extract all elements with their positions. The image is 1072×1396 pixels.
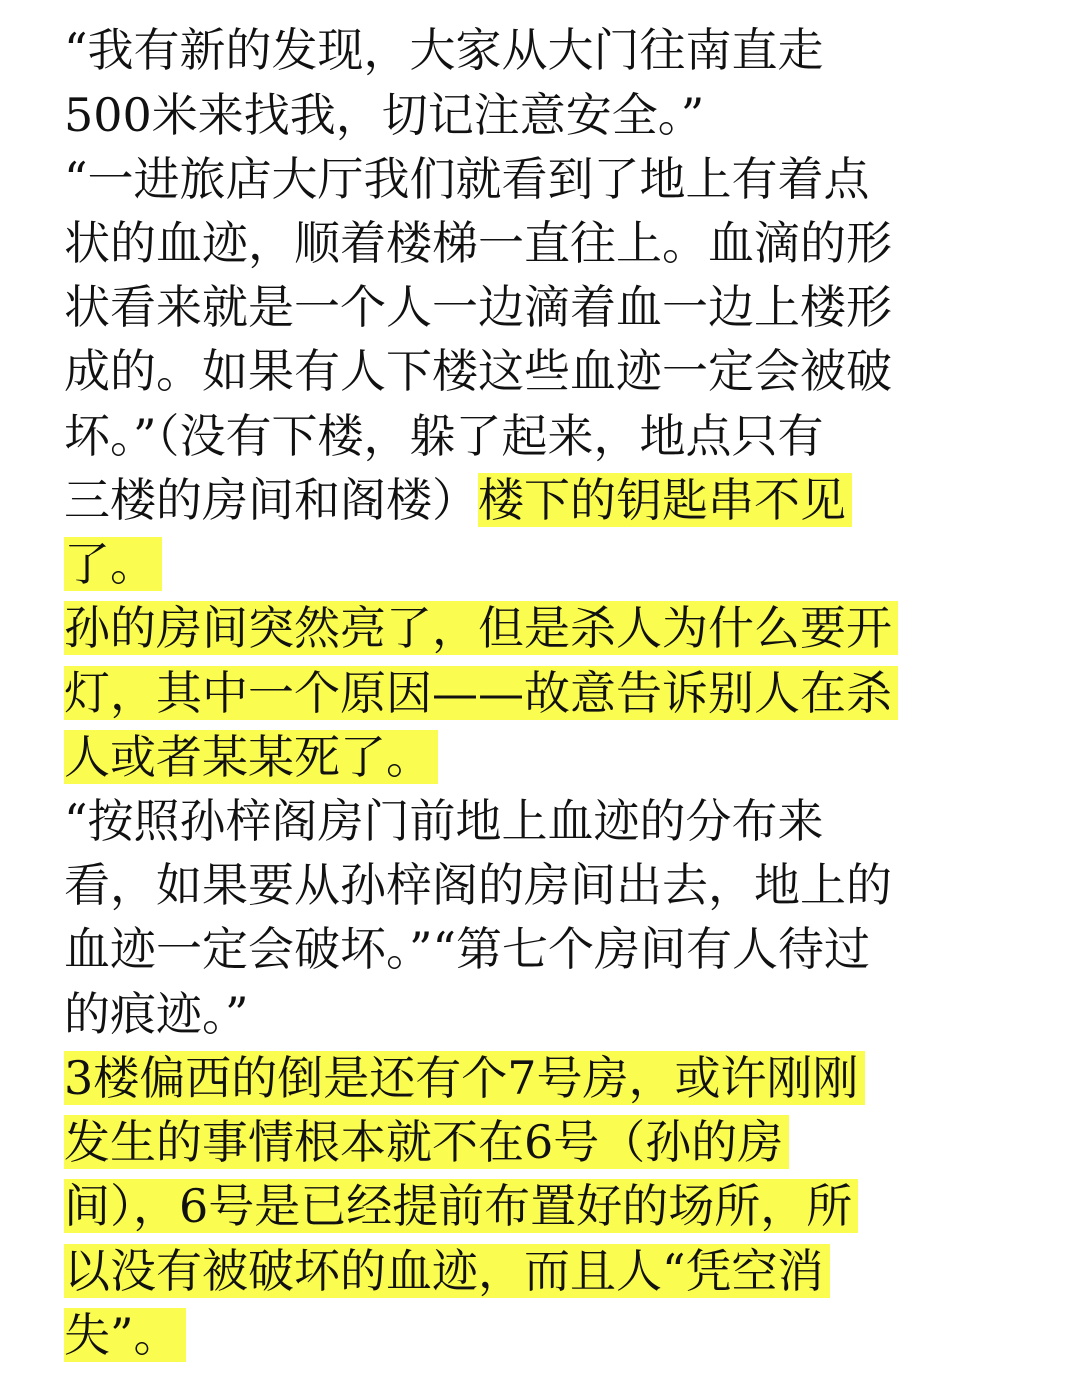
text-line — [64, 919, 870, 979]
highlighted-text-segment: 孙的房间突然亮了，但是杀人为什么要开 — [64, 601, 898, 655]
text-segment: 血迹一定会破坏。”“第七个房间有人待过 — [64, 922, 871, 976]
text-line — [64, 85, 704, 145]
highlighted-text-segment: 楼下的钥匙串不见 — [478, 473, 852, 527]
text-segment: 500米来找我，切记注意安全。” — [64, 88, 705, 142]
text-line — [64, 1241, 830, 1301]
text-line — [64, 534, 162, 594]
text-line — [64, 1305, 186, 1365]
text-segment: 坏。”（没有下楼，躲了起来，地点只有 — [64, 409, 824, 463]
text-line — [64, 663, 898, 723]
text-line — [64, 1112, 789, 1172]
highlighted-text-segment: 间），6号是已经提前布置好的场所，所 — [64, 1179, 858, 1233]
highlighted-text-segment: 发生的事情根本就不在6号（孙的房 — [64, 1115, 789, 1169]
highlighted-text-segment: 3楼偏西的倒是还有个7号房，或许刚刚 — [64, 1051, 865, 1105]
highlighted-text-segment: 以没有被破坏的血迹，而且人“凭空消 — [64, 1244, 830, 1298]
text-line — [64, 1176, 858, 1236]
text-line — [64, 855, 892, 915]
text-line — [64, 1048, 865, 1108]
text-segment: 成的。如果有人下楼这些血迹一定会被破 — [64, 344, 892, 398]
highlighted-text-segment: 失”。 — [64, 1308, 186, 1362]
text-line — [64, 277, 892, 337]
highlighted-text-segment: 了。 — [64, 537, 162, 591]
text-line — [64, 149, 870, 209]
text-segment: 看，如果要从孙梓阁的房间出去，地上的 — [64, 858, 892, 912]
text-line — [64, 406, 824, 466]
text-segment: “我有新的发现，大家从大门往南直走 — [64, 23, 824, 77]
text-line — [64, 341, 892, 401]
text-segment: 状看来就是一个人一边滴着血一边上楼形 — [64, 280, 892, 334]
text-line — [64, 470, 852, 530]
text-segment: “按照孙梓阁房门前地上血迹的分布来 — [64, 794, 824, 848]
text-line — [64, 727, 438, 787]
text-line — [64, 598, 898, 658]
highlighted-text-segment: 人或者某某死了。 — [64, 730, 438, 784]
text-line — [64, 984, 249, 1044]
text-segment: “一进旅店大厅我们就看到了地上有着点 — [64, 152, 870, 206]
text-segment: 的痕迹。” — [64, 987, 249, 1041]
text-segment: 三楼的房间和阁楼） — [64, 473, 478, 527]
text-line — [64, 20, 824, 80]
text-line — [64, 791, 824, 851]
text-line — [64, 213, 892, 273]
text-segment: 状的血迹，顺着楼梯一直往上。血滴的形 — [64, 216, 892, 270]
highlighted-text-segment: 灯，其中一个原因——故意告诉别人在杀 — [64, 666, 898, 720]
